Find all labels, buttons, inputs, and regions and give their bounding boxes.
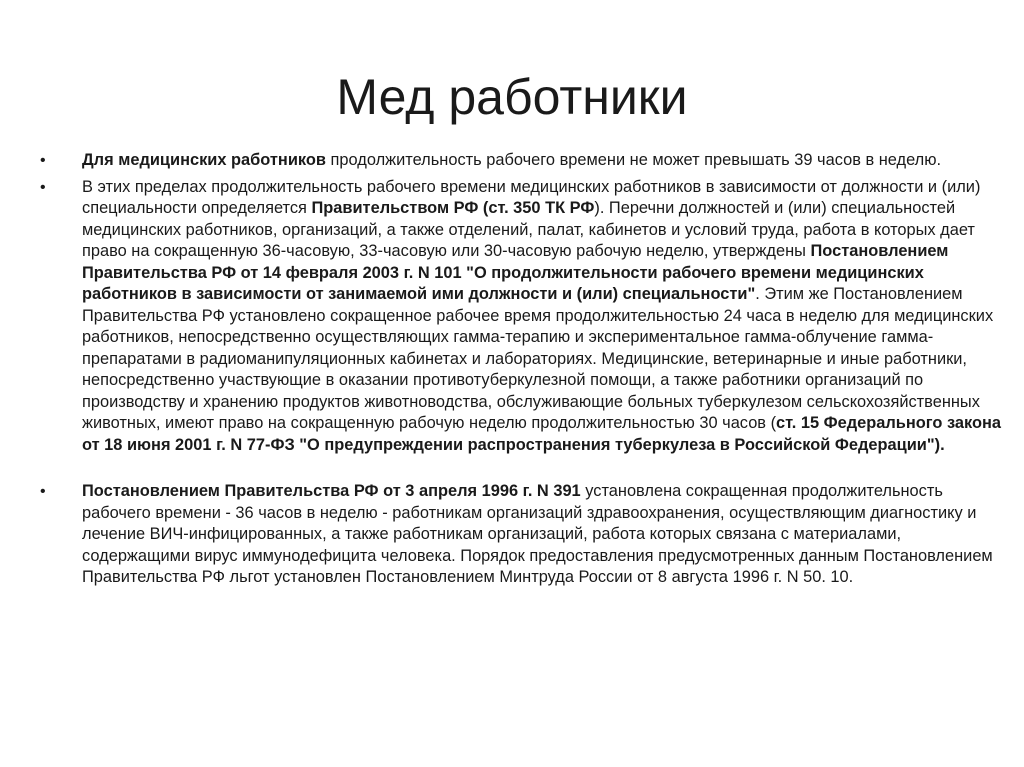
bullet-item [40,150,1005,172]
text-run: ). Перечни должностей и (или) специальностей медицинских работников, организаций, а также отделений, палат, кабинетов и условий труда, работа в которых дает право на сокращенную 36-часовую, 33-часовую или 30-часовую рабочую неделю, утверждены [82,199,975,260]
bold-run: Постановлением Правительства РФ от 3 апреля 1996 г. N 391 [82,482,581,500]
slide-title: Мед работники [336,69,688,125]
bold-run: Постановлением Правительства РФ от 14 февраля 2003 г. N 101 "О продолжительности рабочего времени медицинских работников в зависимости от занимаемой ими должности и (или) специальности" [82,242,949,303]
bullet-item [40,481,1005,589]
bullet-dot-icon: • [40,483,46,500]
text-run: В этих пределах продолжительность рабочего времени медицинских работников в зависимости от должности и (или) специальности определяется [82,177,981,217]
text-run: установлена сокращенная продолжительность рабочего времени - 36 часов в неделю - работникам организаций здравоохранения, осуществляющим диагностику и лечение ВИЧ-инфицированных, а также работникам организаций, работа которых связана с материалами, содержащими вирус иммунодефицита человека. Порядок предоставления предусмотренных данным Постановлением Правительства РФ льгот установлен Постановлением Минтруда России от 8 августа 1996 г. N 50. 10. [82,482,993,586]
bold-run: ст. 15 Федерального закона от 18 июня 2001 г. N 77-ФЗ "О предупреждении распространения туберкулеза в Российской Федерации"). [82,414,1002,454]
bullet-dot-icon: • [40,178,46,196]
bullet-dot-icon: • [40,152,46,169]
bold-run: Правительством РФ (ст. 350 ТК РФ [311,199,595,217]
bullet-item [40,177,1005,457]
text-run: продолжительность рабочего времени не может превышать 39 часов в неделю. [325,151,942,169]
bullet-list [40,150,1005,589]
bold-run: Для медицинских работников [82,151,326,169]
text-run: . Этим же Постановлением Правительства РФ установлено сокращенное рабочее время продолжительностью 24 часа в неделю для медицинских работников, непосредственно осуществляющих гамма-терапию и экспериментальное гамма-облучение гамма-препаратами в радиоманипуляционных кабинетах и лабораториях. Медицинские, ветеринарные и иные работники, непосредственно участвующие в оказании противотуберкулезной помощи, а также работники организаций по производству и хранению продуктов животноводства, обслуживающие больных туберкулезом сельскохозяйственных животных, имеют право на сокращенную рабочую неделю продолжительностью 30 часов ( [82,285,994,432]
